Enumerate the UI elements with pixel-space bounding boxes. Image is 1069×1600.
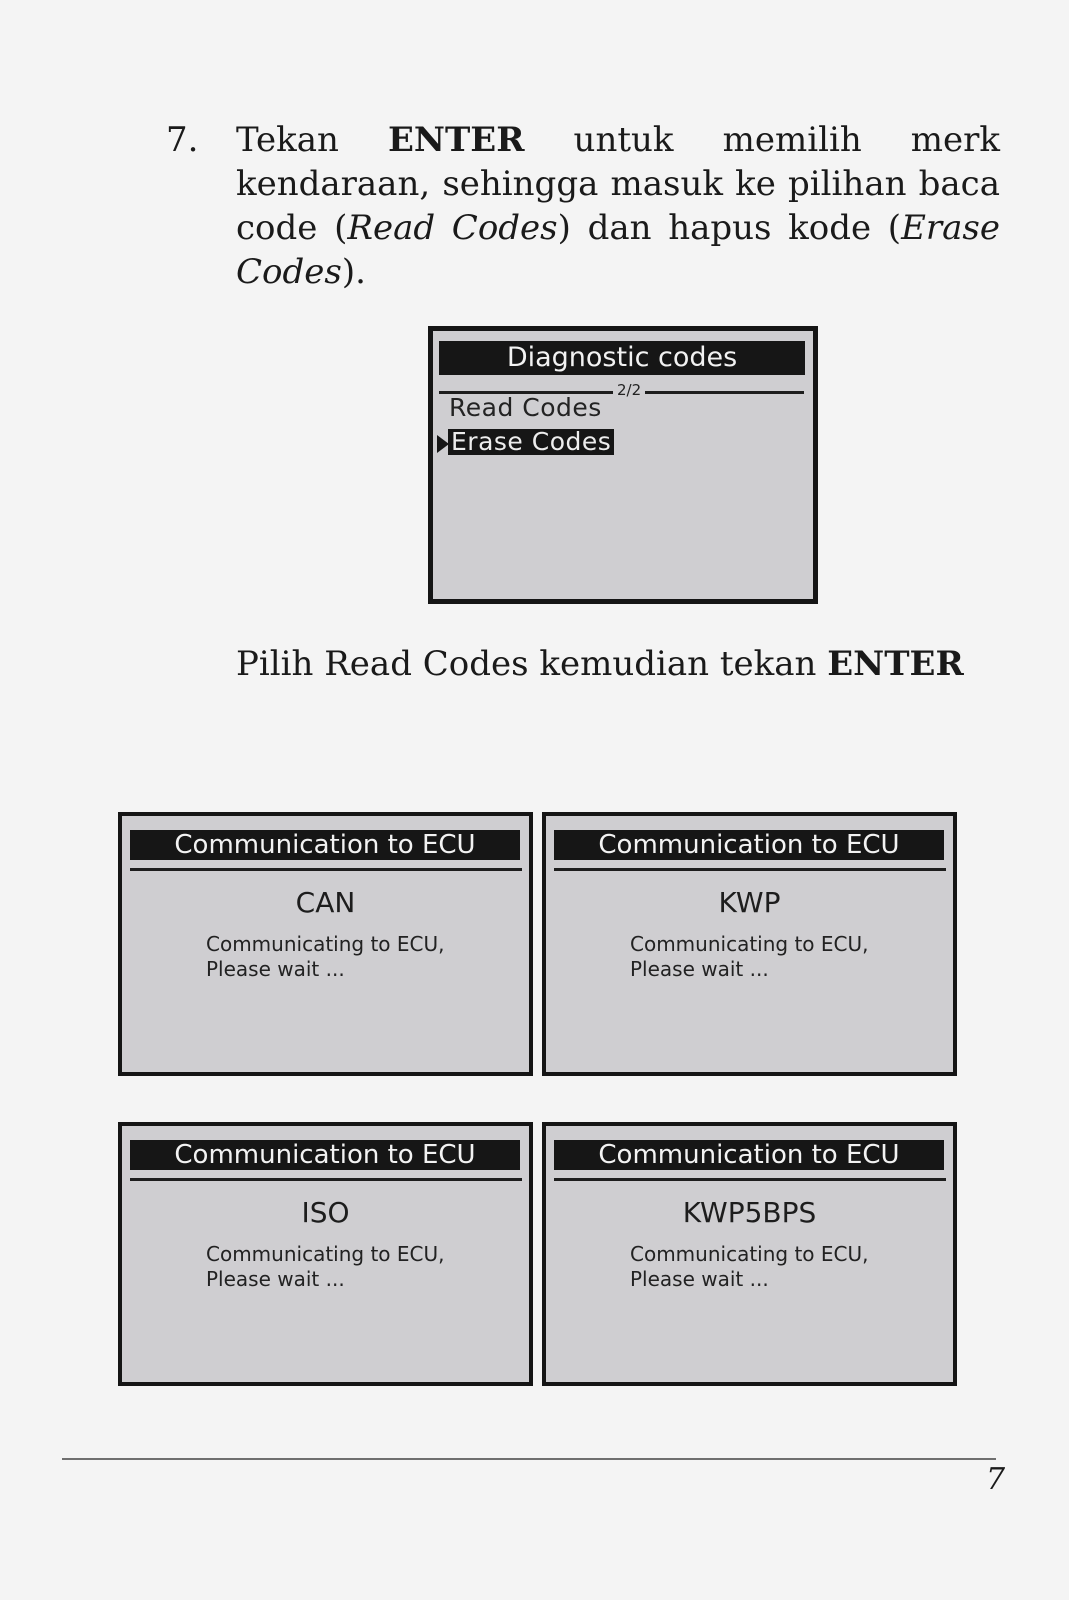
ecu-screen-can xyxy=(118,812,533,1076)
caption: Pilih Read Codes kemudian tekan ENTER xyxy=(236,644,964,684)
ecu-screen-kwp5bps xyxy=(542,1122,957,1386)
screen-title: Communication to ECU xyxy=(130,830,520,860)
title-divider xyxy=(130,1178,522,1181)
erase-codes-term: Erase Codes xyxy=(236,208,1000,292)
instruction-step-7 xyxy=(166,118,1000,294)
protocol-label: CAN xyxy=(295,886,356,919)
title-divider xyxy=(554,1178,946,1181)
page-number: 7 xyxy=(986,1462,1006,1497)
screen-title: Communication to ECU xyxy=(554,830,944,860)
protocol-label: KWP xyxy=(718,886,781,919)
menu-item-read-codes: Read Codes xyxy=(449,393,602,422)
status-message: Communicating to ECU, Please wait ... xyxy=(206,932,445,981)
status-message: Communicating to ECU, Please wait ... xyxy=(206,1242,445,1291)
step-number: 7. xyxy=(166,120,199,160)
title-divider xyxy=(130,868,522,871)
diagnostic-codes-screen xyxy=(428,326,818,604)
screen-title: Communication to ECU xyxy=(130,1140,520,1170)
screen-title: Communication to ECU xyxy=(554,1140,944,1170)
menu-item-erase-codes: Erase Codes xyxy=(448,429,614,455)
protocol-label: KWP5BPS xyxy=(682,1196,817,1229)
title-divider xyxy=(554,868,946,871)
enter-key-label: ENTER xyxy=(827,644,964,684)
ecu-screen-kwp xyxy=(542,812,957,1076)
page-indicator: 2/2 xyxy=(613,381,645,399)
ecu-screen-iso xyxy=(118,1122,533,1386)
enter-key-label: ENTER xyxy=(388,120,525,160)
screen-title: Diagnostic codes xyxy=(439,341,805,375)
step-text: Tekan ENTER untuk memilih merk kendaraan, sehingga masuk ke pilihan baca code (Read Codes) dan hapus kode (Erase Codes). xyxy=(236,120,1000,292)
status-message: Communicating to ECU, Please wait ... xyxy=(630,932,869,981)
protocol-label: ISO xyxy=(301,1196,350,1229)
footer-divider xyxy=(62,1458,996,1460)
read-codes-term: Read Codes xyxy=(347,208,558,248)
status-message: Communicating to ECU, Please wait ... xyxy=(630,1242,869,1291)
